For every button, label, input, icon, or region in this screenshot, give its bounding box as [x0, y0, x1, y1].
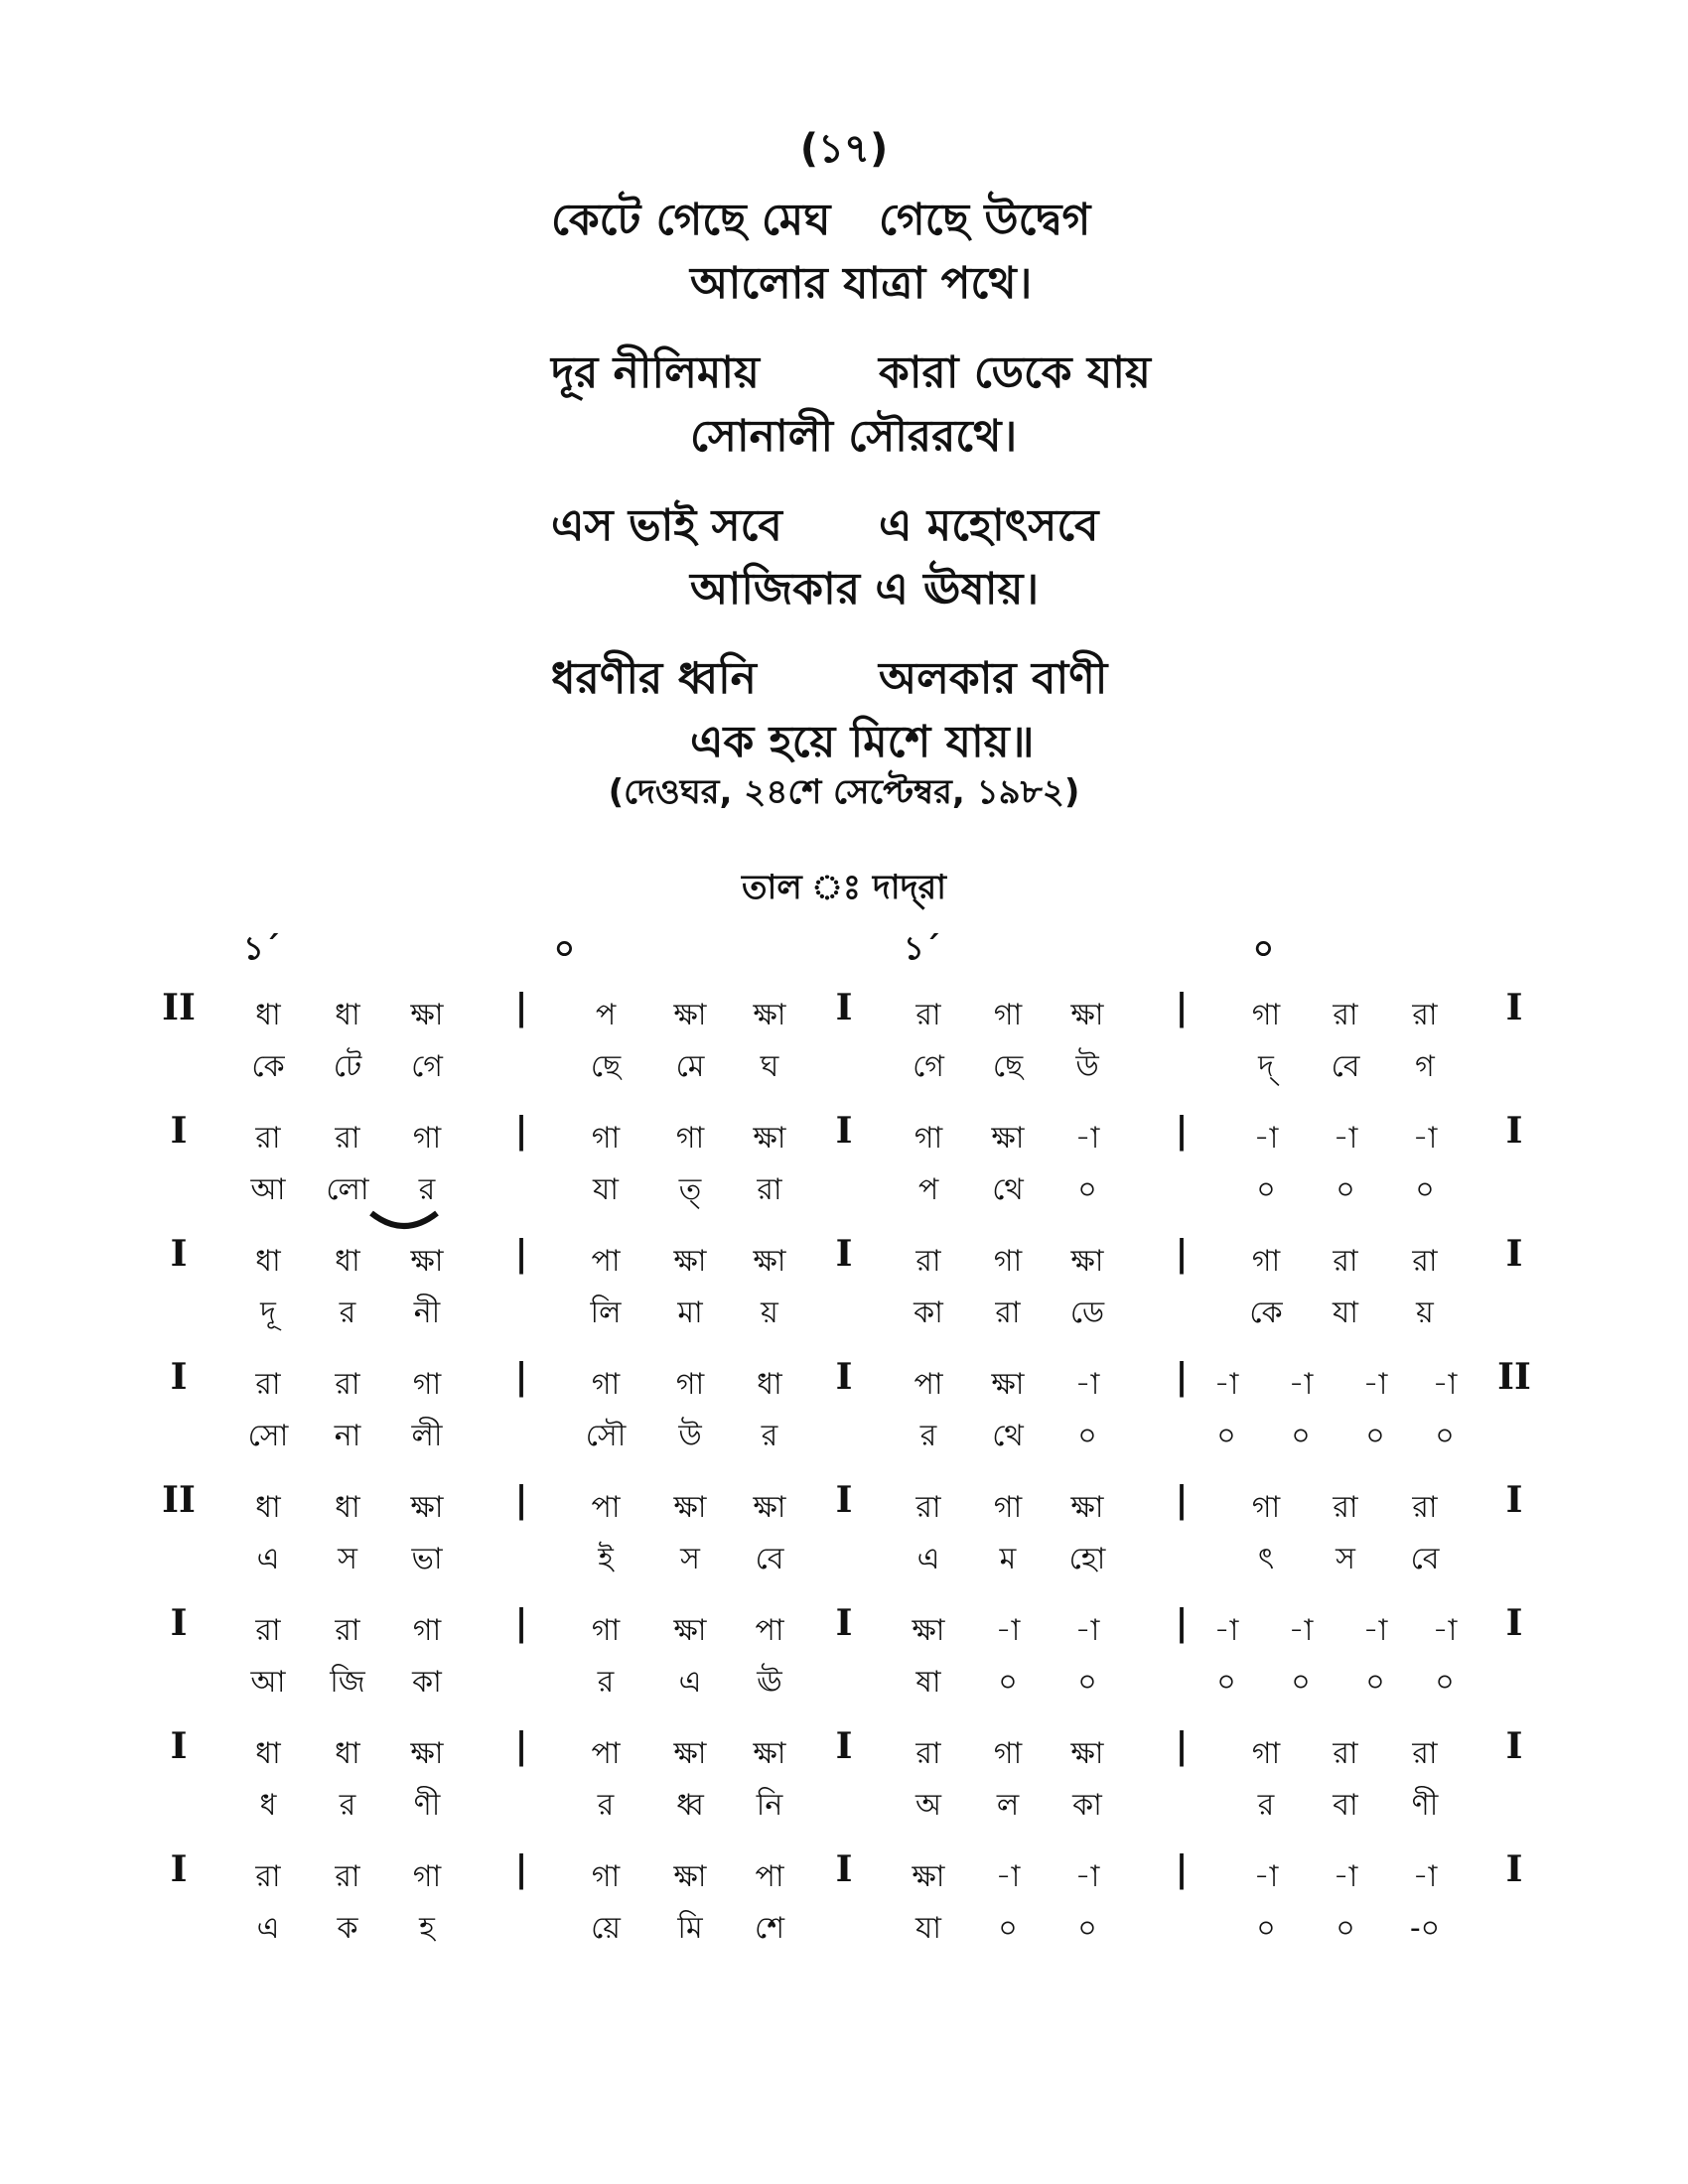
swara-note: পা — [591, 1244, 621, 1279]
lyric-syllable: ০ — [998, 1911, 1018, 1946]
lyric-syllable: আ — [250, 1665, 286, 1700]
swara-note: ক্ষা — [673, 1490, 707, 1525]
swara-note: গা — [1251, 1490, 1281, 1525]
lyric-syllable: অ — [915, 1788, 941, 1823]
swara-note: গা — [675, 1121, 705, 1156]
lyric-syllable: উ — [1075, 1049, 1099, 1084]
notation-row — [149, 1106, 1539, 1229]
swara-note: -া — [1288, 1613, 1314, 1648]
lyric-syllable: রা — [757, 1172, 782, 1207]
swara-note: প — [595, 998, 617, 1032]
lyric-syllable: ০ — [1216, 1419, 1236, 1453]
swara-note: ক্ষা — [1070, 998, 1104, 1032]
bar-line: I — [1505, 1725, 1523, 1767]
stanza — [551, 189, 1266, 316]
bar-line: | — [1175, 1356, 1189, 1398]
swara-note: -া — [1213, 1613, 1239, 1648]
lyric-phrase: এ মহোৎসবে — [879, 500, 1099, 551]
swara-note: -া — [1074, 1859, 1100, 1894]
swara-note: রা — [335, 1367, 360, 1402]
bar-line: I — [1505, 1602, 1523, 1644]
lyric-phrase: ধরণীর ধ্বনি — [551, 653, 757, 704]
swara-note: গা — [1251, 998, 1281, 1032]
bar-line: I — [170, 1602, 188, 1644]
swara-note: রা — [915, 1736, 941, 1771]
swara-note: গা — [412, 1613, 442, 1648]
lyric-syllable: গে — [411, 1049, 443, 1084]
bar-line: I — [835, 1848, 853, 1890]
lyric-syllable: এ — [256, 1911, 280, 1946]
notation-table — [149, 983, 1539, 1968]
lyric-syllable: ০ — [1077, 1419, 1097, 1453]
swara-note: রা — [335, 1859, 360, 1894]
lyric-line: সোনালী সৌররথে। — [690, 411, 1018, 462]
swara-note: ক্ষা — [673, 1859, 707, 1894]
lyric-syllable: হো — [1068, 1542, 1106, 1576]
swara-note: ক্ষা — [912, 1613, 945, 1648]
bar-line: | — [514, 1848, 528, 1890]
swara-note: -া — [995, 1859, 1021, 1894]
swara-note: গা — [412, 1859, 442, 1894]
lyric-syllable: ০ — [1291, 1665, 1311, 1700]
lyric-syllable: ণী — [413, 1788, 441, 1823]
lyric-line — [551, 189, 1266, 252]
lyric-syllable: র — [919, 1419, 937, 1453]
swara-note: ধা — [335, 1736, 360, 1771]
swara-note: ক্ষা — [410, 1736, 444, 1771]
bar-line: I — [1505, 1110, 1523, 1152]
notation-row — [149, 1475, 1539, 1598]
lyric-syllable: র — [339, 1788, 356, 1823]
lyric-syllable: য়ে — [591, 1911, 621, 1946]
lyric-syllable: রা — [995, 1296, 1021, 1330]
stanza — [551, 494, 1266, 621]
swara-note: ক্ষা — [753, 1490, 786, 1525]
notation-row — [149, 1844, 1539, 1968]
lyric-syllable: -০ — [1409, 1911, 1441, 1946]
swara-note: -া — [1074, 1121, 1100, 1156]
lyric-syllable: ০ — [1365, 1419, 1385, 1453]
lyric-syllable: ধ্ব — [676, 1788, 704, 1823]
notation-row — [149, 1229, 1539, 1352]
bar-line: | — [1175, 1110, 1189, 1152]
bar-line: I — [170, 1356, 188, 1398]
bar-line: | — [514, 1602, 528, 1644]
swara-note: রা — [255, 1121, 281, 1156]
swara-note: ক্ষা — [1070, 1736, 1104, 1771]
swara-note: গা — [914, 1121, 943, 1156]
lyric-syllable: লী — [411, 1419, 443, 1453]
lyric-phrase: দূর নীলিমায় — [551, 347, 760, 398]
lyric-syllable: ০ — [1415, 1172, 1435, 1207]
lyric-syllable: সৌ — [585, 1419, 627, 1453]
lyric-syllable: ০ — [1291, 1419, 1311, 1453]
swara-note: পা — [591, 1736, 621, 1771]
lyric-phrase: অলকার বাণী — [879, 653, 1108, 704]
swara-note: পা — [914, 1367, 943, 1402]
swara-note: -া — [995, 1613, 1021, 1648]
notation-row — [149, 1352, 1539, 1475]
swara-note: ক্ষা — [991, 1121, 1025, 1156]
swara-note: রা — [1412, 1244, 1438, 1279]
swara-note: ক্ষা — [912, 1859, 945, 1894]
lyric-syllable: ০ — [1077, 1665, 1097, 1700]
swara-note: ধা — [335, 1490, 360, 1525]
swara-note: ধা — [335, 1244, 360, 1279]
bar-line: | — [514, 1356, 528, 1398]
lyric-syllable: ০ — [1336, 1911, 1355, 1946]
lyric-syllable: ঘ — [760, 1049, 779, 1084]
lyric-phrase: গেছে উদ্বেগ — [879, 195, 1091, 245]
swara-note: গা — [591, 1613, 621, 1648]
swara-note: রা — [915, 998, 941, 1032]
bar-line: I — [835, 1725, 853, 1767]
stanza — [551, 647, 1266, 774]
bar-line: I — [835, 1233, 853, 1275]
bar-line: | — [514, 987, 528, 1028]
lyric-syllable: কা — [914, 1296, 943, 1330]
swara-note: রা — [1333, 998, 1358, 1032]
swara-note: গা — [993, 1736, 1023, 1771]
lyric-syllable: জি — [330, 1665, 365, 1700]
lyric-syllable: বে — [1410, 1542, 1440, 1576]
lyric-syllable: থে — [992, 1419, 1024, 1453]
bar-line: I — [835, 1602, 853, 1644]
lyric-line — [551, 647, 1266, 711]
swara-note: পা — [755, 1859, 784, 1894]
lyric-syllable: ল — [996, 1788, 1020, 1823]
lyric-syllable: স — [680, 1542, 700, 1576]
lyric-syllable: স — [338, 1542, 357, 1576]
stanza — [551, 341, 1266, 469]
lyric-syllable: লো — [326, 1172, 369, 1207]
lyric-syllable: ০ — [998, 1665, 1018, 1700]
lyric-syllable: ঊ — [757, 1665, 782, 1700]
lyric-syllable: যা — [593, 1172, 619, 1207]
lyric-syllable: র — [339, 1296, 356, 1330]
bar-line: II — [162, 987, 196, 1028]
lyric-syllable: ০ — [1077, 1172, 1097, 1207]
swara-note: ক্ষা — [673, 1613, 707, 1648]
lyric-syllable: নী — [413, 1296, 441, 1330]
lyric-line: আজিকার এ ঊষায়। — [690, 564, 1040, 614]
lyric-syllable: লি — [590, 1296, 622, 1330]
swara-note: ধা — [255, 998, 281, 1032]
lyric-syllable: হ — [419, 1911, 435, 1946]
lyric-syllable: নি — [756, 1788, 783, 1823]
bar-line: | — [1175, 987, 1189, 1028]
swara-note: রা — [915, 1490, 941, 1525]
swara-note: গা — [993, 1490, 1023, 1525]
tala-heading: তাল ঃ দাদ্‌রা — [741, 868, 947, 907]
lyric-line — [551, 494, 1266, 558]
lyric-syllable: য় — [1416, 1296, 1434, 1330]
swara-note: রা — [1333, 1490, 1358, 1525]
lyric-line: এক হয়ে মিশে যায়॥ — [690, 717, 1035, 767]
swara-note: -া — [1253, 1121, 1279, 1156]
lyric-syllable: শে — [755, 1911, 784, 1946]
swara-note: ক্ষা — [1070, 1244, 1104, 1279]
swara-note: রা — [1333, 1244, 1358, 1279]
lyrics-block — [551, 189, 1266, 800]
beat-marker: ০ — [554, 929, 575, 967]
swara-note: -া — [1362, 1367, 1388, 1402]
lyric-syllable: ০ — [1256, 1911, 1276, 1946]
lyric-syllable: টে — [333, 1049, 362, 1084]
bar-line: I — [170, 1110, 188, 1152]
swara-note: গা — [412, 1367, 442, 1402]
bar-line: II — [1497, 1356, 1531, 1398]
swara-note: পা — [755, 1613, 784, 1648]
lyric-syllable: ছে — [590, 1049, 622, 1084]
bar-line: | — [1175, 1848, 1189, 1890]
swara-note: -া — [1213, 1367, 1239, 1402]
lyric-syllable: থে — [992, 1172, 1024, 1207]
bar-line: | — [1175, 1233, 1189, 1275]
lyric-syllable: ০ — [1256, 1172, 1276, 1207]
swara-note: রা — [255, 1859, 281, 1894]
lyric-syllable: ণী — [1411, 1788, 1439, 1823]
lyric-syllable: মি — [677, 1911, 703, 1946]
swara-note: রা — [1412, 1736, 1438, 1771]
lyric-syllable: কা — [1072, 1788, 1102, 1823]
swara-note: -া — [1432, 1367, 1458, 1402]
swara-note: গা — [675, 1367, 705, 1402]
bar-line: I — [835, 1356, 853, 1398]
bar-line: I — [1505, 1479, 1523, 1521]
lyric-syllable: ক — [337, 1911, 358, 1946]
lyric-syllable: য় — [761, 1296, 778, 1330]
swara-note: -া — [1412, 1859, 1438, 1894]
lyric-syllable: ধ — [259, 1788, 277, 1823]
lyric-line — [551, 341, 1266, 405]
notation-row — [149, 1721, 1539, 1844]
bar-line: I — [170, 1848, 188, 1890]
lyric-syllable: ভা — [411, 1542, 443, 1576]
swara-note: রা — [915, 1244, 941, 1279]
swara-note: -া — [1253, 1859, 1279, 1894]
bar-line: I — [835, 1479, 853, 1521]
lyric-syllable: গে — [913, 1049, 944, 1084]
swara-note: -া — [1333, 1121, 1358, 1156]
notation-row — [149, 1598, 1539, 1721]
beat-marker: ০ — [1253, 929, 1274, 967]
beat-markers — [0, 923, 1688, 973]
lyric-syllable: বা — [1333, 1788, 1358, 1823]
swara-note: ক্ষা — [753, 1121, 786, 1156]
lyric-syllable: র — [1257, 1788, 1275, 1823]
lyric-syllable: ম — [999, 1542, 1017, 1576]
swara-note: -া — [1288, 1367, 1314, 1402]
swara-note: ক্ষা — [753, 998, 786, 1032]
swara-note: -া — [1074, 1367, 1100, 1402]
swara-note: ক্ষা — [410, 1244, 444, 1279]
swara-note: -া — [1432, 1613, 1458, 1648]
date-note: (দেওঘর, ২৪শে সেপ্টেম্বর, ১৯৮২) — [608, 772, 1080, 812]
lyric-syllable: বে — [755, 1542, 784, 1576]
lyric-syllable: র — [761, 1419, 778, 1453]
swara-note: ক্ষা — [991, 1367, 1025, 1402]
lyric-syllable: ৎ — [1257, 1542, 1275, 1576]
swara-note: ক্ষা — [673, 1244, 707, 1279]
lyric-syllable: উ — [678, 1419, 702, 1453]
lyric-syllable: দূ — [260, 1296, 276, 1330]
swara-note: ক্ষা — [410, 998, 444, 1032]
lyric-syllable: মে — [675, 1049, 705, 1084]
lyric-syllable: কা — [412, 1665, 442, 1700]
bar-line: I — [1505, 1848, 1523, 1890]
bar-line: | — [1175, 1725, 1189, 1767]
swara-note: ধা — [255, 1490, 281, 1525]
bar-line: | — [514, 1110, 528, 1152]
lyric-syllable: ০ — [1435, 1419, 1455, 1453]
bar-line: II — [162, 1479, 196, 1521]
bar-line: | — [1175, 1602, 1189, 1644]
lyric-syllable: গ — [1415, 1049, 1435, 1084]
lyric-syllable: ছে — [992, 1049, 1024, 1084]
lyric-syllable: ০ — [1216, 1665, 1236, 1700]
lyric-syllable: আ — [250, 1172, 286, 1207]
beat-marker: ১´ — [243, 929, 280, 967]
swara-note: গা — [591, 1121, 621, 1156]
bar-line: I — [835, 1110, 853, 1152]
lyric-syllable: কে — [251, 1049, 285, 1084]
swara-note: রা — [1412, 1490, 1438, 1525]
swara-note: রা — [1412, 998, 1438, 1032]
swara-note: গা — [993, 1244, 1023, 1279]
lyric-syllable: না — [334, 1419, 361, 1453]
lyric-syllable: র — [597, 1788, 615, 1823]
swara-note: -া — [1333, 1859, 1358, 1894]
lyric-syllable: র — [418, 1172, 436, 1207]
swara-note: ক্ষা — [673, 1736, 707, 1771]
lyric-syllable: এ — [256, 1542, 280, 1576]
bar-line: | — [1175, 1479, 1189, 1521]
lyric-line: আলোর যাত্রা পথে। — [690, 258, 1033, 309]
bar-line: I — [170, 1725, 188, 1767]
swara-note: গা — [591, 1367, 621, 1402]
swara-note: ক্ষা — [753, 1736, 786, 1771]
swara-note: রা — [1333, 1736, 1358, 1771]
lyric-syllable: কে — [1249, 1296, 1283, 1330]
lyric-syllable: এ — [678, 1665, 702, 1700]
notation-row — [149, 983, 1539, 1106]
page-number: (১৭) — [799, 126, 889, 172]
swara-note: গা — [412, 1121, 442, 1156]
bar-line: | — [514, 1233, 528, 1275]
swara-note: ক্ষা — [673, 998, 707, 1032]
swara-note: ধা — [335, 998, 360, 1032]
lyric-syllable: ষা — [915, 1665, 941, 1700]
bar-line: | — [514, 1725, 528, 1767]
lyric-syllable: দ্ — [1258, 1049, 1274, 1084]
swara-note: পা — [591, 1490, 621, 1525]
lyric-syllable: ০ — [1077, 1911, 1097, 1946]
lyric-syllable: ০ — [1365, 1665, 1385, 1700]
lyric-syllable: যা — [1333, 1296, 1358, 1330]
swara-note: -া — [1362, 1613, 1388, 1648]
lyric-phrase: কারা ডেকে যায় — [879, 347, 1151, 398]
swara-note: গা — [1251, 1244, 1281, 1279]
bar-line: I — [835, 987, 853, 1028]
swara-note: ক্ষা — [1070, 1490, 1104, 1525]
swara-note: গা — [1251, 1736, 1281, 1771]
bar-line: I — [170, 1233, 188, 1275]
lyric-syllable: ডে — [1069, 1296, 1105, 1330]
lyric-syllable: যা — [915, 1911, 941, 1946]
lyric-syllable: ০ — [1435, 1665, 1455, 1700]
lyric-syllable: বে — [1331, 1049, 1360, 1084]
swara-note: গা — [993, 998, 1023, 1032]
bar-line: I — [1505, 1233, 1523, 1275]
lyric-phrase: এস ভাই সবে — [551, 500, 782, 551]
swara-note: রা — [255, 1613, 281, 1648]
lyric-syllable: এ — [916, 1542, 940, 1576]
bar-line: | — [514, 1479, 528, 1521]
lyric-syllable: প — [917, 1172, 939, 1207]
swara-note: ধা — [255, 1244, 281, 1279]
bar-line: I — [1505, 987, 1523, 1028]
lyric-syllable: ০ — [1336, 1172, 1355, 1207]
swara-note: রা — [255, 1367, 281, 1402]
lyric-syllable: স — [1336, 1542, 1355, 1576]
swara-note: রা — [335, 1121, 360, 1156]
swara-note: -া — [1074, 1613, 1100, 1648]
swara-note: ক্ষা — [753, 1244, 786, 1279]
swara-note: ক্ষা — [410, 1490, 444, 1525]
swara-note: -া — [1412, 1121, 1438, 1156]
lyric-syllable: র — [597, 1665, 615, 1700]
swara-note: ধা — [757, 1367, 782, 1402]
lyric-phrase: কেটে গেছে মেঘ — [551, 195, 831, 245]
lyric-syllable: ই — [598, 1542, 614, 1576]
lyric-syllable: মা — [677, 1296, 703, 1330]
beat-marker: ১´ — [904, 929, 940, 967]
lyric-syllable: সো — [247, 1419, 289, 1453]
swara-note: রা — [335, 1613, 360, 1648]
swara-note: গা — [591, 1859, 621, 1894]
swara-note: ধা — [255, 1736, 281, 1771]
lyric-syllable: ত্ — [678, 1172, 702, 1207]
